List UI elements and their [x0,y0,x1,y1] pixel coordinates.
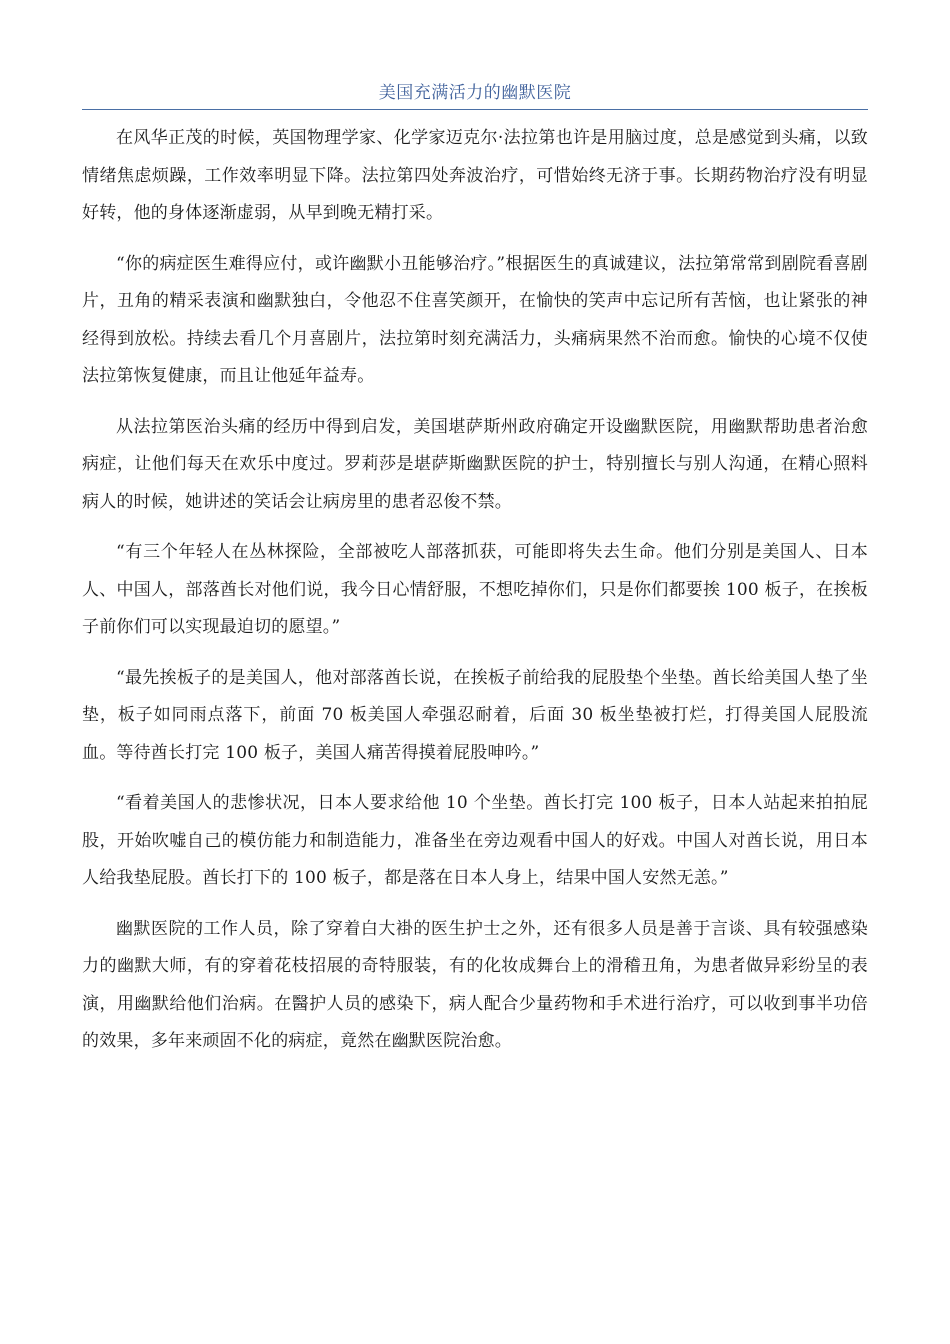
paragraph-3: 从法拉第医治头痛的经历中得到启发，美国堪萨斯州政府确定开设幽默医院，用幽默帮助患者治愈病症，让他们每天在欢乐中度过。罗莉莎是堪萨斯幽默医院的护士，特别擅长与别人沟通，在精心照料病人的时候，她讲述的笑话会让病房里的患者忍俊不禁。 [82,416,868,512]
paragraph-1: 在风华正茂的时候，英国物理学家、化学家迈克尔·法拉第也许是用脑过度，总是感觉到头痛，以致情绪焦虑烦躁，工作效率明显下降。法拉第四处奔波治疗，可惜始终无济于事。长期药物治疗没有明显好转，他的身体逐渐虚弱，从早到晚无精打采。 [82,128,868,223]
paragraph-2: “你的病症医生难得应付，或许幽默小丑能够治疗。”根据医生的真诚建议，法拉第常常到剧院看喜剧片，丑角的精采表演和幽默独白，令他忍不住喜笑颜开，在愉快的笑声中忘记所有苦恼，也让紧张的神经得到放松。持续去看几个月喜剧片，法拉第时刻充满活力，头痛病果然不治而愈。愉快的心境不仅使法拉第恢复健康，而且让他延年益寿。 [82,253,868,386]
document-body [82,120,868,1074]
paragraph-5: “最先挨板子的是美国人，他对部落酋长说，在挨板子前给我的屁股垫个坐垫。酋长给美国人垫了坐垫，板子如同雨点落下，前面 70 板美国人牵强忍耐着，后面 30 板坐垫被打烂，打得美国人屁股流血。等待酋长打完 100 板子，美国人痛苦得摸着屁股呻吟。” [82,667,868,763]
document-title: 美国充满活力的幽默医院 [378,83,572,103]
paragraph-4: “有三个年轻人在丛林探险，全部被吃人部落抓获，可能即将失去生命。他们分别是美国人、日本人、中国人，部落酋长对他们说，我今日心情舒服，不想吃掉你们，只是你们都要挨 100 板子，在挨板子前你们可以实现最迫切的愿望。” [82,542,868,637]
document-header [82,79,868,110]
paragraph-6: “看着美国人的悲惨状况，日本人要求给他 10 个坐垫。酋长打完 100 板子，日本人站起来拍拍屁股，开始吹嘘自己的模仿能力和制造能力，准备坐在旁边观看中国人的好戏。中国人对酋长说，用日本人给我垫屁股。酋长打下的 100 板子，都是落在日本人身上，结果中国人安然无恙。” [82,793,868,888]
paragraph-7: 幽默医院的工作人员，除了穿着白大褂的医生护士之外，还有很多人员是善于言谈、具有较强感染力的幽默大师，有的穿着花枝招展的奇特服装，有的化妆成舞台上的滑稽丑角，为患者做异彩纷呈的表演，用幽默给他们治病。在醫护人员的感染下，病人配合少量药物和手术进行治疗，可以收到事半功倍的效果，多年来顽固不化的病症，竟然在幽默医院治愈。 [82,918,868,1051]
